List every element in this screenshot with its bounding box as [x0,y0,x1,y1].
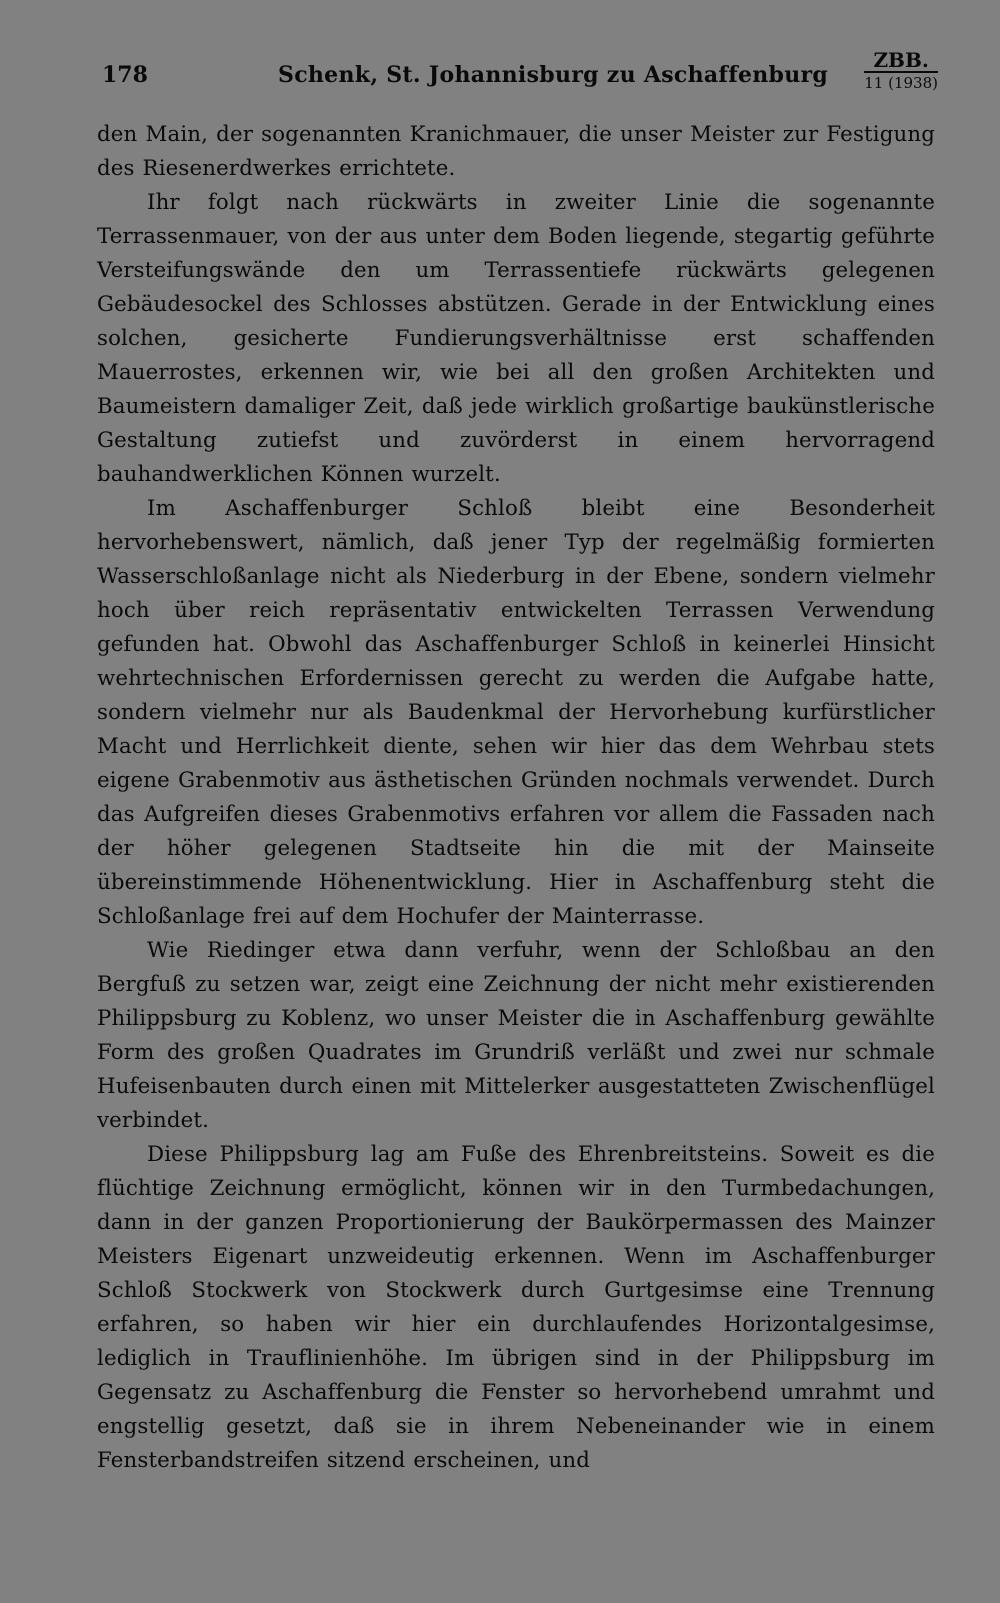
page-number: 178 [102,62,148,88]
paragraph: Wie Riedinger etwa dann verfuhr, wenn der Schloßbau an den Bergfuß zu setzen war, zeigt eine Zeichnung der nicht mehr existierenden Philippsburg zu Koblenz, wo unser Meister die in Aschaffenburg gewählte Form des großen Quadrates im Grundriß verläßt und zwei nur schmale Hufeisenbauten durch einen mit Mittelerker ausgestatteten Zwischenflügel verbindet. [97,938,935,1133]
paragraph: Ihr folgt nach rückwärts in zweiter Linie die sogenannte Terrassenmauer, von der aus unter dem Boden liegende, stegartig geführte Versteifungswände den um Terrassentiefe rückwärts gelegenen Gebäudesockel des Schlosses abstützen. Gerade in der Entwicklung eines solchen, gesicherte Fundierungsverhältnisse erst schaffenden Mauerrostes, erkennen wir, wie bei all den großen Architekten und Baumeistern damaliger Zeit, daß jede wirklich großartige baukünstlerische Gestaltung zutiefst und zuvörderst in einem hervorragend bauhandwerklichen Können wurzelt. [97,190,935,487]
body-text [97,118,935,1478]
journal-abbreviation: ZBB. [864,50,938,73]
journal-volume: 11 (1938) [864,74,938,92]
paragraph: Diese Philippsburg lag am Fuße des Ehrenbreitsteins. Soweit es die flüchtige Zeichnung ermöglicht, können wir in den Turmbedachungen, dann in der ganzen Proportionierung der Baukörpermassen des Mainzer Meisters Eigenart unzweideutig erkennen. Wenn im Aschaffenburger Schloß Stockwerk von Stockwerk durch Gurtgesimse eine Trennung erfahren, so haben wir hier ein durchlaufendes Horizontalgesimse, lediglich in Trauflinienhöhe. Im übrigen sind in der Philippsburg im Gegensatz zu Aschaffenburg die Fenster so hervorhebend umrahmt und engstellig gesetzt, daß sie in ihrem Nebeneinander wie in einem Fensterbandstreifen sitzend erscheinen, und [97,1142,935,1473]
paragraph: Im Aschaffenburger Schloß bleibt eine Besonderheit hervorhebenswert, nämlich, daß jener Typ der regelmäßig formierten Wasserschloßanlage nicht als Niederburg in der Ebene, sondern vielmehr hoch über reich repräsentativ entwickelten Terrassen Verwendung gefunden hat. Obwohl das Aschaffenburger Schloß in keinerlei Hinsicht wehrtechnischen Erfordernissen gerecht zu werden die Aufgabe hatte, sondern vielmehr nur als Baudenkmal der Hervorhebung kurfürstlicher Macht und Herrlichkeit diente, sehen wir hier das dem Wehrbau stets eigene Grabenmotiv aus ästhetischen Gründen nochmals verwendet. Durch das Aufgreifen dieses Grabenmotivs erfahren vor allem die Fassaden nach der höher gelegenen Stadtseite hin die mit der Mainseite übereinstimmende Höhenentwicklung. Hier in Aschaffenburg steht die Schloßanlage frei auf dem Hochufer der Mainterrasse. [97,496,935,929]
journal-reference [864,50,938,94]
running-head [102,48,938,98]
paragraph: den Main, der sogenannten Kranichmauer, die unser Meister zur Festigung des Riesenerdwerkes errichtete. [97,122,935,181]
running-title: Schenk, St. Johannisburg zu Aschaffenburg [278,62,829,88]
